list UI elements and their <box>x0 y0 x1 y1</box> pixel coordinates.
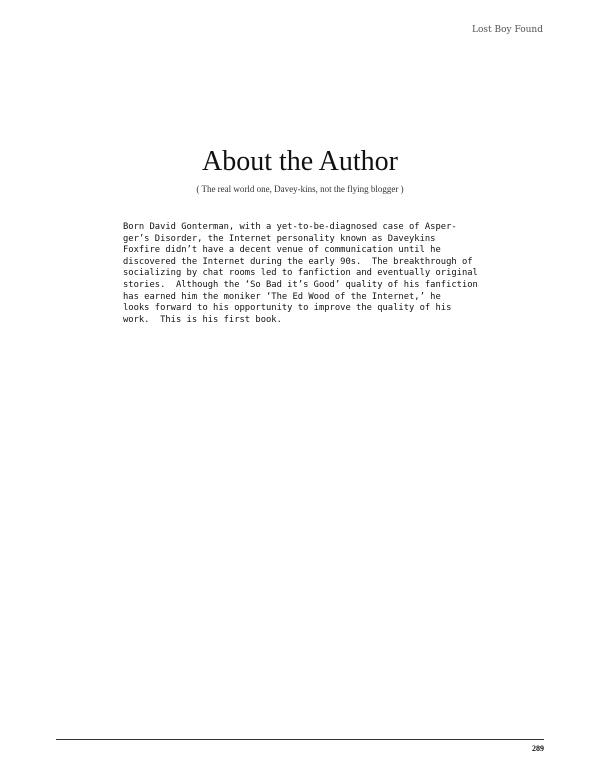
footer-rule <box>56 739 544 740</box>
chapter-title: About the Author <box>202 146 398 177</box>
bio-line: ger’s Disorder, the Internet personality known as Daveykins <box>123 233 436 244</box>
bio-line: has earned him the moniker ‘The Ed Wood of the Internet,’ he <box>123 291 441 302</box>
bio-line: looks forward to his opportunity to improve the quality of his <box>123 303 452 314</box>
chapter-subtitle: ( The real world one, Davey-kins, not the flying blogger ) <box>196 184 404 194</box>
bio-line: stories. Although the ‘So Bad it’s Good’ quality of his fanfiction <box>123 279 478 290</box>
bio-line: socializing by chat rooms led to fanfiction and eventually original <box>123 268 478 279</box>
running-header: Lost Boy Found <box>472 25 543 35</box>
bio-line: discovered the Internet during the early 90s. The breakthrough of <box>123 256 473 267</box>
bio-line: Born David Gonterman, with a yet-to-be-diagnosed case of Asper- <box>123 222 457 232</box>
page-number: 289 <box>532 744 544 753</box>
author-bio-paragraph <box>123 222 488 326</box>
bio-line: Foxfire didn’t have a decent venue of communication until he <box>123 245 441 256</box>
bio-line: work. This is his first book. <box>123 314 282 325</box>
